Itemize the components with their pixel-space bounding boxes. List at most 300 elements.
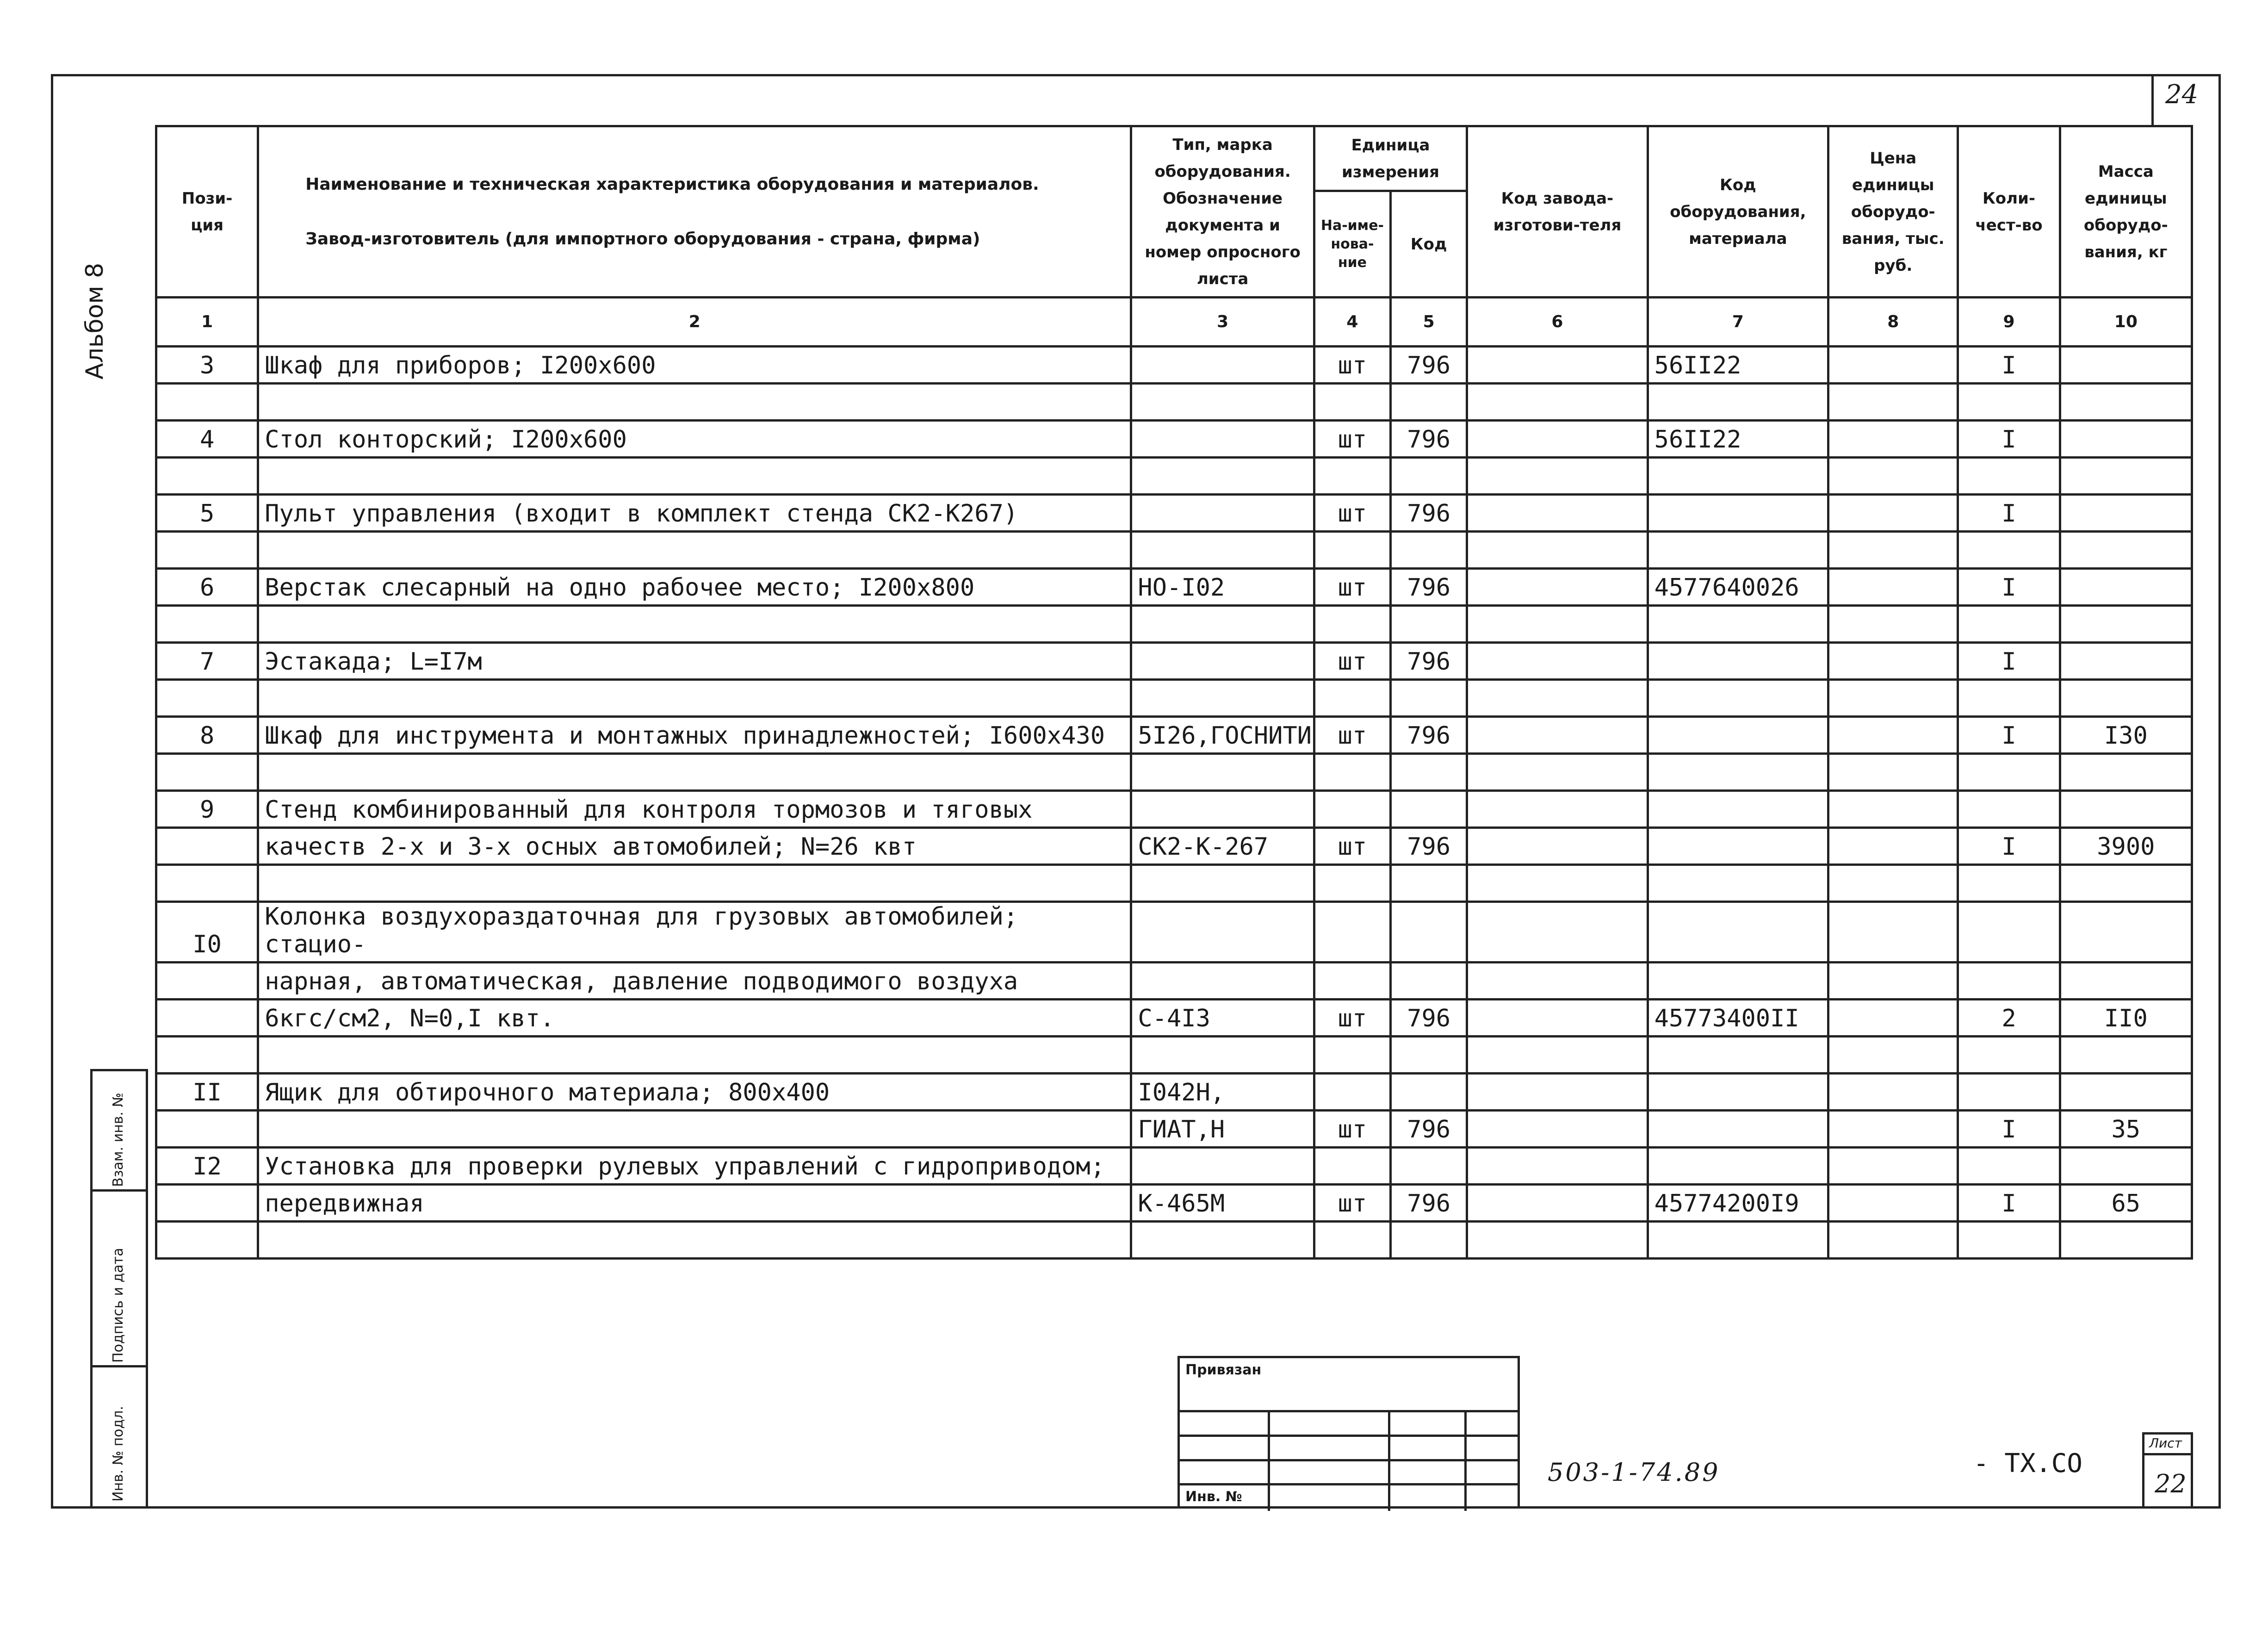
unit-cell: шт	[1314, 1111, 1390, 1148]
unit-cell	[1314, 754, 1390, 791]
price-cell	[1828, 569, 1958, 606]
hdr-unit-group: Единица измерения	[1314, 126, 1467, 191]
mass-cell: I30	[2060, 717, 2192, 754]
price-cell	[1828, 643, 1958, 680]
type-cell	[1131, 384, 1314, 421]
unit-cell	[1314, 902, 1390, 963]
qty-cell	[1958, 1037, 2060, 1074]
equip-code-cell	[1648, 458, 1828, 495]
table-row	[156, 495, 2192, 532]
qty-cell	[1958, 532, 2060, 569]
unit-cell	[1314, 1222, 1390, 1259]
table-row	[156, 754, 2192, 791]
maker-code-cell	[1467, 1111, 1648, 1148]
table-row	[156, 606, 2192, 643]
pos-cell: 4	[156, 421, 258, 458]
unit-code-cell: 796	[1391, 643, 1467, 680]
type-cell	[1131, 347, 1314, 384]
mass-cell	[2060, 532, 2192, 569]
type-cell	[1131, 495, 1314, 532]
qty-cell: I	[1958, 643, 2060, 680]
bottom-border	[148, 1506, 2193, 1509]
maker-code-cell	[1467, 717, 1648, 754]
unit-cell: шт	[1314, 643, 1390, 680]
mass-cell	[2060, 643, 2192, 680]
table-row	[156, 1222, 2192, 1259]
unit-code-cell	[1391, 1074, 1467, 1111]
pos-cell: I2	[156, 1148, 258, 1185]
table-row	[156, 384, 2192, 421]
price-cell	[1828, 1000, 1958, 1037]
mass-cell	[2060, 421, 2192, 458]
hdr-price: Цена единицы оборудо-вания, тыс. руб.	[1828, 126, 1958, 298]
strip-cell-replace	[93, 1071, 146, 1192]
equip-code-cell	[1648, 643, 1828, 680]
pos-cell	[156, 606, 258, 643]
table-row	[156, 1074, 2192, 1111]
name-cell: Ящик для обтирочного материала; 800x400	[258, 1074, 1131, 1111]
type-cell	[1131, 791, 1314, 828]
unit-code-cell	[1391, 1148, 1467, 1185]
type-cell: ГИАТ,Н	[1131, 1111, 1314, 1148]
pos-cell	[156, 532, 258, 569]
type-cell	[1131, 458, 1314, 495]
pos-cell	[156, 384, 258, 421]
price-cell	[1828, 1222, 1958, 1259]
price-cell	[1828, 1037, 1958, 1074]
unit-code-cell	[1391, 754, 1467, 791]
maker-code-cell	[1467, 606, 1648, 643]
table-row	[156, 643, 2192, 680]
album-label: Альбом 8	[81, 262, 109, 379]
sheet-divider	[2144, 1453, 2191, 1455]
price-cell	[1828, 1074, 1958, 1111]
unit-cell: шт	[1314, 347, 1390, 384]
mass-cell: 3900	[2060, 828, 2192, 865]
pos-cell	[156, 1000, 258, 1037]
type-cell	[1131, 1222, 1314, 1259]
colnum-8: 8	[1828, 298, 1958, 347]
name-cell	[258, 1037, 1131, 1074]
price-cell	[1828, 384, 1958, 421]
equip-code-cell	[1648, 754, 1828, 791]
unit-code-cell	[1391, 458, 1467, 495]
stamp-inv-label: Инв. №	[1185, 1489, 1242, 1505]
qty-cell: 2	[1958, 1000, 2060, 1037]
type-cell	[1131, 532, 1314, 569]
table-row	[156, 347, 2192, 384]
unit-code-cell	[1391, 963, 1467, 1000]
table-row	[156, 1185, 2192, 1222]
equip-code-cell	[1648, 828, 1828, 865]
unit-cell	[1314, 1074, 1390, 1111]
pos-cell: II	[156, 1074, 258, 1111]
name-cell: Стол конторский; I200x600	[258, 421, 1131, 458]
type-cell	[1131, 902, 1314, 963]
maker-code-cell	[1467, 963, 1648, 1000]
mass-cell	[2060, 865, 2192, 902]
type-cell	[1131, 1148, 1314, 1185]
type-cell	[1131, 963, 1314, 1000]
table-row	[156, 963, 2192, 1000]
qty-cell	[1958, 606, 2060, 643]
table-row	[156, 902, 2192, 963]
colnum-6: 6	[1467, 298, 1648, 347]
colnum-9: 9	[1958, 298, 2060, 347]
sheet-label: Лист	[2149, 1435, 2182, 1451]
qty-cell	[1958, 1222, 2060, 1259]
mass-cell	[2060, 1037, 2192, 1074]
sheet-box	[2142, 1432, 2193, 1509]
maker-code-cell	[1467, 532, 1648, 569]
hdr-name-line1: Наименование и техническая характеристика оборудования и материалов.	[305, 174, 1039, 194]
maker-code-cell	[1467, 643, 1648, 680]
equip-code-cell	[1648, 384, 1828, 421]
mass-cell	[2060, 569, 2192, 606]
unit-cell: шт	[1314, 495, 1390, 532]
equip-code-cell: 4577640026	[1648, 569, 1828, 606]
unit-code-cell	[1391, 1037, 1467, 1074]
unit-cell	[1314, 791, 1390, 828]
unit-cell	[1314, 384, 1390, 421]
table-row	[156, 680, 2192, 717]
price-cell	[1828, 458, 1958, 495]
side-stamp-strip	[90, 1069, 148, 1509]
sheet-number: 22	[2155, 1469, 2187, 1498]
hdr-unit-name: На-име-нова-ние	[1314, 191, 1390, 298]
type-cell: 5I26,ГОСНИТИ	[1131, 717, 1314, 754]
unit-cell	[1314, 865, 1390, 902]
mass-cell	[2060, 458, 2192, 495]
price-cell	[1828, 1111, 1958, 1148]
equip-code-cell	[1648, 717, 1828, 754]
name-cell: нарная, автоматическая, давление подводимого воздуха	[258, 963, 1131, 1000]
equip-code-cell	[1648, 902, 1828, 963]
qty-cell	[1958, 680, 2060, 717]
unit-code-cell: 796	[1391, 421, 1467, 458]
table-row	[156, 865, 2192, 902]
table-row	[156, 828, 2192, 865]
maker-code-cell	[1467, 458, 1648, 495]
unit-cell	[1314, 532, 1390, 569]
strip-inv-label: Инв. № подл.	[110, 1406, 126, 1502]
price-cell	[1828, 1185, 1958, 1222]
unit-code-cell	[1391, 680, 1467, 717]
unit-code-cell	[1391, 791, 1467, 828]
type-cell: СК2-К-267	[1131, 828, 1314, 865]
maker-code-cell	[1467, 569, 1648, 606]
colnum-7: 7	[1648, 298, 1828, 347]
pos-cell: 8	[156, 717, 258, 754]
unit-code-cell	[1391, 865, 1467, 902]
maker-code-cell	[1467, 495, 1648, 532]
qty-cell: I	[1958, 495, 2060, 532]
maker-code-cell	[1467, 828, 1648, 865]
pos-cell: 5	[156, 495, 258, 532]
name-cell: Пульт управления (входит в комплект стенда СК2-К267)	[258, 495, 1131, 532]
hdr-name-line2: Завод-изготовитель (для импортного оборудования - страна, фирма)	[305, 229, 980, 248]
name-cell: Эстакада; L=I7м	[258, 643, 1131, 680]
hdr-name	[258, 126, 1131, 298]
type-cell	[1131, 754, 1314, 791]
pos-cell	[156, 1222, 258, 1259]
type-cell: НО-I02	[1131, 569, 1314, 606]
name-cell	[258, 865, 1131, 902]
qty-cell	[1958, 384, 2060, 421]
maker-code-cell	[1467, 1148, 1648, 1185]
table-row	[156, 717, 2192, 754]
pos-cell: 7	[156, 643, 258, 680]
equip-code-cell	[1648, 1074, 1828, 1111]
unit-cell	[1314, 680, 1390, 717]
mass-cell: 35	[2060, 1111, 2192, 1148]
equip-code-cell	[1648, 680, 1828, 717]
equip-code-cell	[1648, 532, 1828, 569]
name-cell	[258, 680, 1131, 717]
name-cell: качеств 2-х и 3-х осных автомобилей; N=26 квт	[258, 828, 1131, 865]
name-cell	[258, 532, 1131, 569]
table-row	[156, 791, 2192, 828]
name-cell	[258, 458, 1131, 495]
colnum-5: 5	[1391, 298, 1467, 347]
strip-replace-label: Взам. инв. №	[110, 1093, 126, 1187]
unit-cell: шт	[1314, 1185, 1390, 1222]
mass-cell	[2060, 1074, 2192, 1111]
mass-cell: II0	[2060, 1000, 2192, 1037]
price-cell	[1828, 495, 1958, 532]
price-cell	[1828, 717, 1958, 754]
hdr-mass: Масса единицы оборудо-вания, кг	[2060, 126, 2192, 298]
qty-cell: I	[1958, 421, 2060, 458]
price-cell	[1828, 963, 1958, 1000]
hdr-maker-code: Код завода-изготови-теля	[1467, 126, 1648, 298]
price-cell	[1828, 1148, 1958, 1185]
type-cell	[1131, 606, 1314, 643]
column-number-row	[156, 298, 2192, 347]
unit-code-cell	[1391, 532, 1467, 569]
type-cell	[1131, 421, 1314, 458]
equip-code-cell: 45773400II	[1648, 1000, 1828, 1037]
qty-cell	[1958, 754, 2060, 791]
equip-code-cell	[1648, 1111, 1828, 1148]
table-row	[156, 532, 2192, 569]
pos-cell	[156, 963, 258, 1000]
qty-cell	[1958, 902, 2060, 963]
mass-cell	[2060, 606, 2192, 643]
strip-cell-sign	[93, 1192, 146, 1367]
stamp-attached-label: Привязан	[1185, 1362, 1262, 1378]
pos-cell: 3	[156, 347, 258, 384]
unit-code-cell	[1391, 1222, 1467, 1259]
qty-cell	[1958, 1074, 2060, 1111]
document-code: - ТХ.СО	[1973, 1448, 2083, 1478]
stamp-line	[1180, 1459, 1518, 1461]
pos-cell: 6	[156, 569, 258, 606]
table-row	[156, 1037, 2192, 1074]
pos-cell	[156, 1037, 258, 1074]
maker-code-cell	[1467, 347, 1648, 384]
hdr-position: Пози- ция	[156, 126, 258, 298]
qty-cell: I	[1958, 1185, 2060, 1222]
equip-code-cell	[1648, 865, 1828, 902]
name-cell	[258, 606, 1131, 643]
hdr-qty: Коли-чест-во	[1958, 126, 2060, 298]
mass-cell	[2060, 347, 2192, 384]
price-cell	[1828, 606, 1958, 643]
mass-cell	[2060, 1148, 2192, 1185]
equip-code-cell	[1648, 606, 1828, 643]
mass-cell	[2060, 754, 2192, 791]
strip-sign-label: Подпись и дата	[110, 1248, 126, 1363]
stamp-vline	[1388, 1410, 1390, 1511]
equip-code-cell	[1648, 495, 1828, 532]
equip-code-cell: 45774200I9	[1648, 1185, 1828, 1222]
table-row	[156, 1111, 2192, 1148]
colnum-4: 4	[1314, 298, 1390, 347]
stamp-line	[1180, 1483, 1518, 1485]
qty-cell: I	[1958, 569, 2060, 606]
price-cell	[1828, 421, 1958, 458]
name-cell: Стенд комбинированный для контроля тормозов и тяговых	[258, 791, 1131, 828]
unit-code-cell: 796	[1391, 1185, 1467, 1222]
colnum-10: 10	[2060, 298, 2192, 347]
table-row	[156, 458, 2192, 495]
table-row	[156, 1148, 2192, 1185]
table-row	[156, 1000, 2192, 1037]
mass-cell	[2060, 495, 2192, 532]
name-cell	[258, 384, 1131, 421]
unit-cell	[1314, 458, 1390, 495]
type-cell: К-465М	[1131, 1185, 1314, 1222]
maker-code-cell	[1467, 865, 1648, 902]
unit-code-cell	[1391, 384, 1467, 421]
mass-cell	[2060, 384, 2192, 421]
unit-cell	[1314, 606, 1390, 643]
mass-cell	[2060, 791, 2192, 828]
qty-cell: I	[1958, 717, 2060, 754]
name-cell: передвижная	[258, 1185, 1131, 1222]
price-cell	[1828, 865, 1958, 902]
pos-cell	[156, 680, 258, 717]
maker-code-cell	[1467, 1000, 1648, 1037]
equipment-spec-table	[155, 125, 2193, 1260]
items-body	[156, 347, 2192, 1259]
equip-code-cell	[1648, 1222, 1828, 1259]
corner-sheet-number: 24	[2165, 80, 2199, 110]
unit-code-cell: 796	[1391, 347, 1467, 384]
type-cell	[1131, 865, 1314, 902]
equip-code-cell: 56II22	[1648, 347, 1828, 384]
document-number: 503-1-74.89	[1548, 1458, 1720, 1487]
name-cell	[258, 1111, 1131, 1148]
pos-cell	[156, 754, 258, 791]
pos-cell	[156, 1111, 258, 1148]
maker-code-cell	[1467, 1222, 1648, 1259]
mass-cell	[2060, 902, 2192, 963]
attachment-stamp	[1177, 1356, 1520, 1509]
pos-cell: 9	[156, 791, 258, 828]
qty-cell: I	[1958, 347, 2060, 384]
qty-cell	[1958, 865, 2060, 902]
pos-cell	[156, 828, 258, 865]
unit-code-cell: 796	[1391, 1111, 1467, 1148]
qty-cell	[1958, 963, 2060, 1000]
mass-cell	[2060, 680, 2192, 717]
equip-code-cell	[1648, 963, 1828, 1000]
equip-code-cell	[1648, 1148, 1828, 1185]
table-row	[156, 569, 2192, 606]
unit-code-cell: 796	[1391, 569, 1467, 606]
name-cell	[258, 1222, 1131, 1259]
maker-code-cell	[1467, 1037, 1648, 1074]
type-cell: С-4I3	[1131, 1000, 1314, 1037]
unit-cell: шт	[1314, 569, 1390, 606]
unit-code-cell: 796	[1391, 717, 1467, 754]
type-cell	[1131, 643, 1314, 680]
maker-code-cell	[1467, 1185, 1648, 1222]
qty-cell: I	[1958, 828, 2060, 865]
name-cell: 6кгс/см2, N=0,I квт.	[258, 1000, 1131, 1037]
hdr-type: Тип, марка оборудования. Обозначение документа и номер опросного листа	[1131, 126, 1314, 298]
stamp-line	[1180, 1410, 1518, 1412]
unit-cell: шт	[1314, 828, 1390, 865]
maker-code-cell	[1467, 754, 1648, 791]
unit-code-cell: 796	[1391, 1000, 1467, 1037]
price-cell	[1828, 828, 1958, 865]
qty-cell	[1958, 458, 2060, 495]
mass-cell	[2060, 1222, 2192, 1259]
unit-cell: шт	[1314, 421, 1390, 458]
mass-cell	[2060, 963, 2192, 1000]
table-row	[156, 421, 2192, 458]
strip-cell-inv	[93, 1367, 146, 1509]
unit-cell	[1314, 1037, 1390, 1074]
pos-cell	[156, 1185, 258, 1222]
colnum-2: 2	[258, 298, 1131, 347]
name-cell	[258, 754, 1131, 791]
unit-cell: шт	[1314, 1000, 1390, 1037]
price-cell	[1828, 902, 1958, 963]
type-cell	[1131, 680, 1314, 717]
name-cell: Верстак слесарный на одно рабочее место; I200x800	[258, 569, 1131, 606]
unit-cell: шт	[1314, 717, 1390, 754]
colnum-3: 3	[1131, 298, 1314, 347]
unit-code-cell: 796	[1391, 828, 1467, 865]
price-cell	[1828, 347, 1958, 384]
pos-cell	[156, 458, 258, 495]
equip-code-cell	[1648, 791, 1828, 828]
maker-code-cell	[1467, 680, 1648, 717]
hdr-unit-code: Код	[1391, 191, 1467, 298]
pos-cell	[156, 865, 258, 902]
unit-code-cell	[1391, 902, 1467, 963]
price-cell	[1828, 754, 1958, 791]
qty-cell	[1958, 1148, 2060, 1185]
unit-code-cell: 796	[1391, 495, 1467, 532]
type-cell: I042Н,	[1131, 1074, 1314, 1111]
price-cell	[1828, 532, 1958, 569]
maker-code-cell	[1467, 791, 1648, 828]
colnum-1: 1	[156, 298, 258, 347]
qty-cell	[1958, 791, 2060, 828]
maker-code-cell	[1467, 421, 1648, 458]
stamp-line	[1180, 1435, 1518, 1437]
unit-code-cell	[1391, 606, 1467, 643]
name-cell: Шкаф для приборов; I200x600	[258, 347, 1131, 384]
equip-code-cell: 56II22	[1648, 421, 1828, 458]
stamp-vline	[1464, 1410, 1467, 1511]
type-cell	[1131, 1037, 1314, 1074]
